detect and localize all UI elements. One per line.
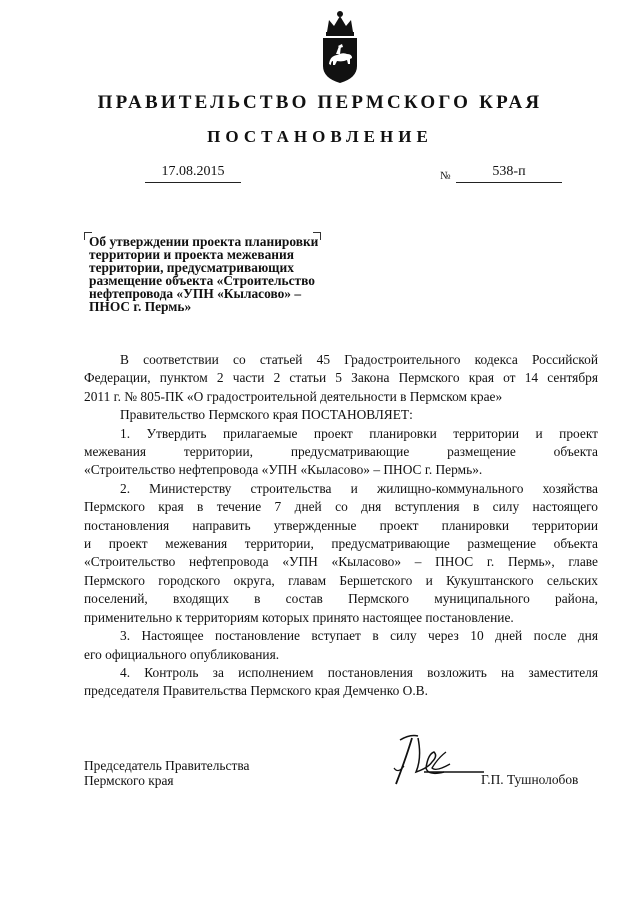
subject-line: Об утверждении проекта планировки	[89, 234, 319, 249]
body-line: 2. Министерству строительства и жилищно-коммунального хозяйства	[120, 480, 598, 496]
coat-of-arms-icon	[319, 8, 361, 84]
body-line: Пермского городского округа, главам Бершетского и Кукуштанского сельских	[84, 572, 598, 588]
body-line: «Строительство нефтепровода «УПН «Кыласово» – ПНОС г. Пермь».	[84, 462, 483, 478]
document-type-title: ПОСТАНОВЛЕНИЕ	[207, 127, 433, 146]
body-line: постановления направить утвержденные проект планировки территории	[84, 517, 598, 533]
government-title: ПРАВИТЕЛЬСТВО ПЕРМСКОГО КРАЯ	[97, 92, 543, 113]
body-line: 3. Настоящее постановление вступает в силу через 10 дней после дня	[120, 628, 598, 644]
subject-line: территории и проекта межевания	[89, 247, 294, 262]
body-line: Пермского края в течение 7 дней со дня вступления в силу настоящего	[84, 499, 598, 515]
body-line: межевания территории, предусматривающие размещение объекта	[84, 444, 598, 460]
body-line: «Строительство нефтепровода «УПН «Кыласово» – ПНОС г. Пермь», главе	[84, 554, 598, 570]
body-line: Правительство Пермского края ПОСТАНОВЛЯЕТ:	[120, 407, 413, 423]
signatory-role	[84, 758, 249, 788]
body-line: Федерации, пунктом 2 части 2 статьи 5 Закона Пермского края от 14 сентября	[84, 370, 598, 386]
document-number: 538-п	[456, 164, 562, 183]
signatory-role-line: Пермского края	[84, 773, 174, 788]
signatory-role-line: Председатель Правительства	[84, 758, 250, 773]
body-line: и проект межевания территории, предусматривающие размещение объекта	[84, 536, 598, 552]
body-line: председателя Правительства Пермского края Демченко О.В.	[84, 683, 428, 699]
body-line: 1. Утвердить прилагаемые проект планировки территории и проект	[120, 425, 598, 441]
subject-line: размещение объекта «Строительство	[89, 273, 315, 288]
subject-line: нефтепровода «УПН «Кыласово» –	[89, 286, 302, 301]
body-line: 4. Контроль за исполнением постановления возложить на заместителя	[120, 664, 598, 680]
document-subject	[89, 235, 329, 313]
body-line: В соответствии со статьей 45 Градостроительного кодекса Российской	[120, 352, 598, 367]
subject-line: территории, предусматривающих	[89, 260, 294, 275]
document-date: 17.08.2015	[145, 164, 241, 183]
body-line: поселений, входящих в состав Пермского муниципального района,	[84, 591, 598, 607]
signatory-name: Г.П. Тушнолобов	[481, 772, 579, 787]
number-sign: №	[440, 170, 451, 182]
body-line: применительно к территориям которых принято настоящее постановление.	[84, 609, 514, 625]
document-body	[84, 351, 598, 701]
subject-line: ПНОС г. Пермь»	[89, 299, 192, 314]
body-line: его официального опубликования.	[84, 646, 280, 662]
body-line: 2011 г. № 805-ПК «О градостроительной деятельности в Пермском крае»	[84, 388, 503, 404]
